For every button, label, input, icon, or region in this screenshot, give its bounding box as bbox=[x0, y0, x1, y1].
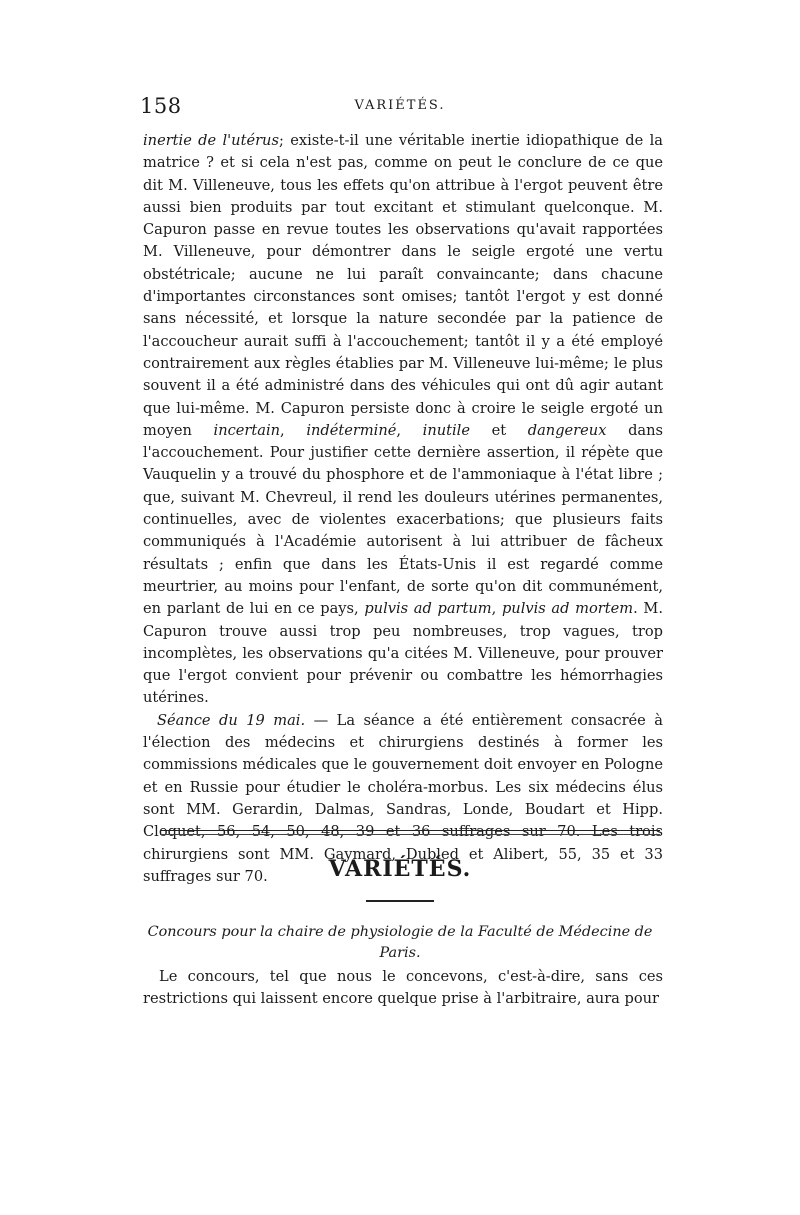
running-title: VARIÉTÉS. bbox=[354, 98, 446, 113]
italic-word: indéterminé bbox=[306, 421, 397, 439]
section-title: VARIÉTÉS. bbox=[328, 856, 472, 882]
italic-word: inutile bbox=[422, 421, 470, 439]
text-run: et bbox=[469, 421, 528, 439]
text-run: . M. Capuron trouve aussi trop peu nombreuses, trop vagues, trop incomplètes, les observations qu'a citées M. Villeneuve, pour prouver que l'ergot convient pour prévenir ou combattre les hémorrhagies utérines. bbox=[143, 600, 663, 707]
italic-word: dangereux bbox=[527, 421, 607, 439]
text-run: , bbox=[491, 600, 502, 618]
text-run: , bbox=[396, 421, 423, 439]
page-number: 158 bbox=[140, 94, 182, 118]
divider-line bbox=[160, 830, 660, 831]
main-text bbox=[143, 130, 663, 888]
text-run: dans l'accouchement. Pour justifier cette dernière assertion, il répète que Vauquelin y a trouvé du phosphore et de l'ammoniaque à l'état libre ; que, suivant M. Chevreul, il rend les douleurs utérines permanentes, continuelles, avec de violentes exacerbations; que plusieurs faits communiqués à l'Académie autorisent à lui attribuer de fâcheux résultats ; enfin que dans les États-Unis il est regardé comme meurtrier, au moins pour l'enfant, de sorte qu'on dit communément, en parlant de lui en ce pays, bbox=[143, 421, 664, 618]
italic-phrase: inertie de l'utérus bbox=[143, 132, 279, 149]
text-run: ; existe-t-il une véritable inertie idiopathique de la matrice ? et si cela n'est pas, comme on peut le conclure de ce que dit M. Villeneuve, tous les effets qu'on attribue à l'ergot peuvent être aussi bien produits par tout excitant et stimulant quelconque. M. Capuron passe en revue toutes les observations qu'avait rapportées M. Villeneuve, pour démontrer dans le seigle ergoté une vertu obstétricale; aucune ne lui paraît convaincante; dans chacune d'importantes circonstances sont omises; tantôt l'ergot y est donné sans nécessité, et lorsque la nature secondée par la patience de l'accoucheur aurait suffi à l'accouchement; tantôt il y a été employé contrairement aux règles établies par M. Villeneuve lui-même; le plus souvent il a été administré dans des véhicules qui ont dû agir autant que lui-même. M. Capuron persiste donc à croire le seigle ergoté un moyen bbox=[143, 132, 663, 439]
italic-word: incertain bbox=[213, 421, 281, 439]
page-header bbox=[140, 94, 660, 120]
section-divider bbox=[160, 830, 660, 835]
text-run: — La séance a été entièrement consacrée à l'élection des médecins et chirurgiens destinés à former les commissions médicales que le gouvernement doit envoyer en Pologne et en Russie pour étudier le choléra-morbus. Les six médecins élus sont MM. Gerardin, Dalmas, Sandras, Londe, Boudart et Hipp. Cloquet, 56, 54, 50, 48, 39 et 36 suffrages sur 70. Les trois chirurgiens sont MM. Gaymard, Dubled et Alibert, 55, 35 et 33 suffrages sur 70. bbox=[143, 711, 663, 885]
section-subtitle: Concours pour la chaire de physiologie de la Faculté de Médecine de Paris. bbox=[147, 924, 653, 961]
divider-line bbox=[160, 834, 660, 835]
italic-phrase: pulvis ad partum bbox=[364, 600, 492, 618]
paragraph-ergot bbox=[143, 130, 663, 710]
seance-date: Séance du 19 mai. bbox=[157, 711, 306, 729]
title-rule bbox=[366, 900, 434, 902]
paragraph-concours: Le concours, tel que nous le concevons, c'est-à-dire, sans ces restrictions qui laissent encore quelque prise à l'arbitraire, aura pour bbox=[143, 968, 663, 1008]
italic-phrase: pulvis ad mortem bbox=[501, 600, 634, 618]
text-run: , bbox=[280, 421, 307, 439]
